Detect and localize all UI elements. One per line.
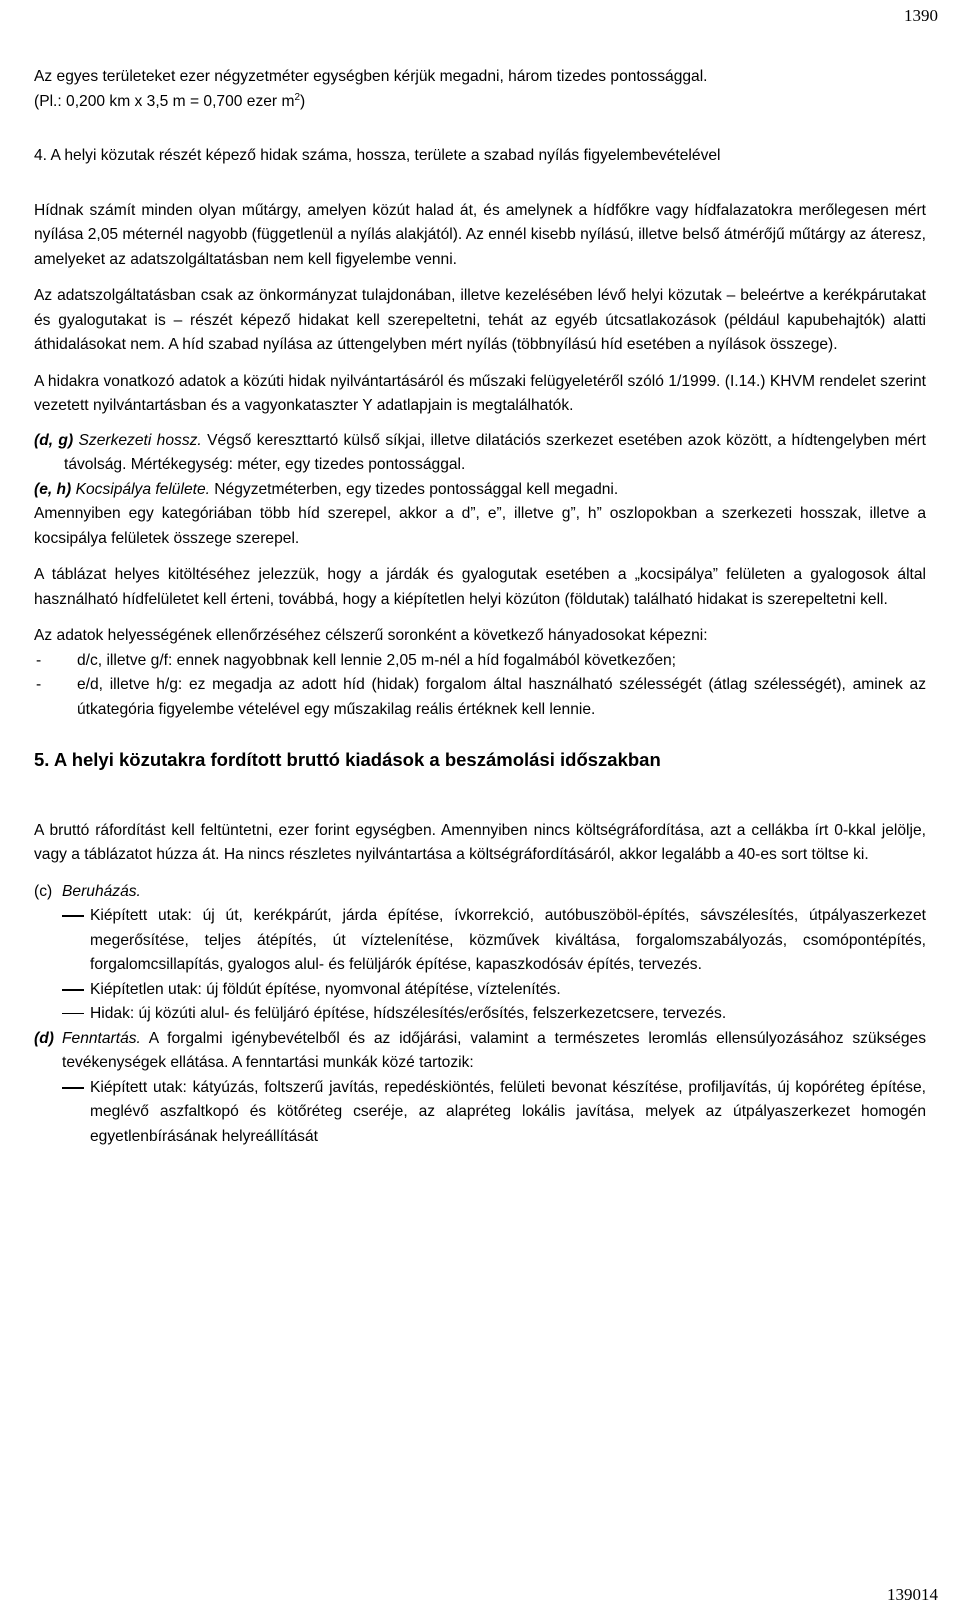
multiple-bridges-note: Amennyiben egy kategóriában több híd szerepel, akkor a d”, e”, illetve g”, h” oszlopokban a szerkezeti hosszak, illetve a kocsipálya felületek összege szerepel. <box>34 505 926 547</box>
list-item-text: e/d, illetve h/g: ez megadja az adott híd (hidak) forgalom által használható szélességét (átlag szélességét), aminek az útkategória figyelembe vételével egy műszakilag reális értéknek kell lennie. <box>77 676 926 718</box>
term-deck-area: Kocsipálya felülete. <box>75 480 210 498</box>
item-d <box>34 1027 926 1150</box>
dash-marker <box>62 989 84 991</box>
definition-d-g-text: Végső kereszttartó külső síkjai, illetve dilatációs szerkezet esetében azok között, a hídtengelyben mért távolság. Mértékegység: méter, egy tizedes pontossággal. <box>64 431 926 473</box>
list-item <box>62 978 926 1003</box>
ratio-list <box>34 649 926 723</box>
list-item <box>62 1076 926 1150</box>
footer-code: 139014 <box>887 1584 938 1604</box>
intro-example: (Pl.: 0,200 km x 3,5 m = 0,700 ezer m <box>34 92 295 110</box>
list-item <box>62 904 926 978</box>
gross-expense-note: A bruttó ráfordítást kell feltüntetni, ezer forint egységben. Amennyiben nincs költségráfordítása, azt a cellákba írt 0-kkal jelölje, vagy a táblázatot húzza át. Ha nincs részletes nyilvántartása a költségráfordításáról, akkor legalább a 40-es sort töltse ki. <box>34 821 926 863</box>
table-fill-note: A táblázat helyes kitöltéséhez jelezzük, hogy a járdák és gyalogutak esetében a „kocsipálya” felületen a gyalogosok által használható hídfelületet kell érteni, továbbá, hogy a kiépítetlen helyi közúton (földutak) található hidakat is szerepeltetni kell. <box>34 566 926 608</box>
definition-e-h <box>34 478 926 503</box>
reporting-scope: Az adatszolgáltatásban csak az önkormányzat tulajdonában, illetve kezelésében lévő helyi közutak – beleértve a kerékpárutakat és gyalogutakat is – részét képező hidakat kell szerepeltetni, tehát az egyéb útcsatlakozások (például kapubehajtók) alatti áthidalásokat nem. A híd szabad nyílása az úttengelyben mért nyílás (többnyílású híd esetében a nyílások összege). <box>34 287 926 353</box>
section-5-heading: 5. A helyi közutakra fordított bruttó kiadások a beszámolási időszakban <box>34 749 661 770</box>
bridge-definition: Hídnak számít minden olyan műtárgy, amelyen közút halad át, és amelynek a hídfőkre vagy hídfalazatokra merőlegesen mért nyílása 2,05 méternél nagyobb (függetlenül a nyílás alakjától). Az ennél kisebb nyílású, illetve belső átmérőjű műtárgy az áteresz, amelyeket az adatszolgáltatásban nem kell figyelembe venni. <box>34 201 926 268</box>
item-c <box>34 880 926 1027</box>
intro-example-close: ) <box>300 92 306 110</box>
list-item-text: Kiépítetlen utak: új földút építése, nyomvonal átépítése, víztelenítés. <box>90 980 561 998</box>
section-4-heading: 4. A helyi közutak részét képező hidak száma, hossza, területe a szabad nyílás figyelembevételével <box>34 147 721 164</box>
term-investment: Beruházás. <box>62 882 141 900</box>
label-e-h: (e, h) <box>34 480 72 498</box>
dash-marker <box>62 1013 84 1014</box>
data-source: A hidakra vonatkozó adatok a közúti hidak nyilvántartásáról és műszaki felügyeletéről szóló 1/1999. (I.14.) KHVM rendelet szerint vezetett nyilvántartásban és a vagyonkataszter Y adatlapjain is megtalálhatók. <box>34 372 926 414</box>
term-maintenance: Fenntartás. <box>62 1029 141 1047</box>
label-c: (c) <box>34 882 53 900</box>
dash-marker <box>62 1087 84 1089</box>
list-item-text: Hidak: új közúti alul- és felüljáró építése, hídszélesítés/erősítés, felszerkezetcsere, tervezés. <box>90 1005 727 1022</box>
definition-e-h-text: Négyzetméterben, egy tizedes pontossággal kell megadni. <box>209 480 619 498</box>
maintenance-list <box>62 1076 926 1150</box>
item-d-body <box>62 1027 926 1150</box>
dash-marker <box>62 915 84 917</box>
investment-list <box>62 904 926 1027</box>
dash-marker: - <box>36 676 42 693</box>
intro-line-2 <box>34 90 926 115</box>
page-number: 1390 <box>904 6 938 25</box>
list-item-text: Kiépített utak: kátyúzás, foltszerű javítás, repedéskiöntés, felületi bevonat készítése, profiljavítás, új kopóréteg építése, meglévő aszfaltkopó és kötőréteg cseréje, az alapréteg lokális javítása, melyek az útpályaszerkezet homogén egyetlenbírásának helyreállítását <box>90 1078 926 1145</box>
list-item-text: d/c, illetve g/f: ennek nagyobbnak kell lennie 2,05 m-nél a híd fogalmából következően; <box>77 651 677 669</box>
list-item-text: Kiépített utak: új út, kerékpárút, járda építése, ívkorrekció, autóbuszöböl-építés, sávszélesítés, útpályaszerkezet megerősítése, teljes átépítés, út víztelenítése, közművek kiváltása, forgalomszabályozás, csomópontépítés, forgalomcsillapítás, gyalogos alul- és felüljárók építése, kapaszkodósáv építés, tervezés. <box>90 907 926 973</box>
document-body <box>34 65 926 1149</box>
dash-marker: - <box>36 651 42 669</box>
list-item <box>62 1002 926 1027</box>
label-d-g: (d, g) <box>34 431 74 449</box>
label-d: (d) <box>34 1029 54 1047</box>
maintenance-text <box>62 1027 926 1076</box>
item-c-body <box>62 880 926 1027</box>
list-item <box>34 649 926 674</box>
list-item <box>34 673 926 722</box>
maintenance-description: A forgalmi igénybevételből és az időjárási, valamint a természetes leromlás ellensúlyozásához szükséges tevékenységek ellátása. A fenntartási munkák közé tartozik: <box>62 1029 926 1071</box>
definition-d-g <box>34 429 926 478</box>
intro-line-1: Az egyes területeket ezer négyzetméter egységben kérjük megadni, három tizedes pontossággal. <box>34 68 708 85</box>
ratio-check-intro: Az adatok helyességének ellenőrzéséhez célszerű soronként a következő hányadosokat képezni: <box>34 627 708 644</box>
term-structural-length: Szerkezeti hossz. <box>78 431 202 449</box>
superscript: 2 <box>294 91 301 103</box>
